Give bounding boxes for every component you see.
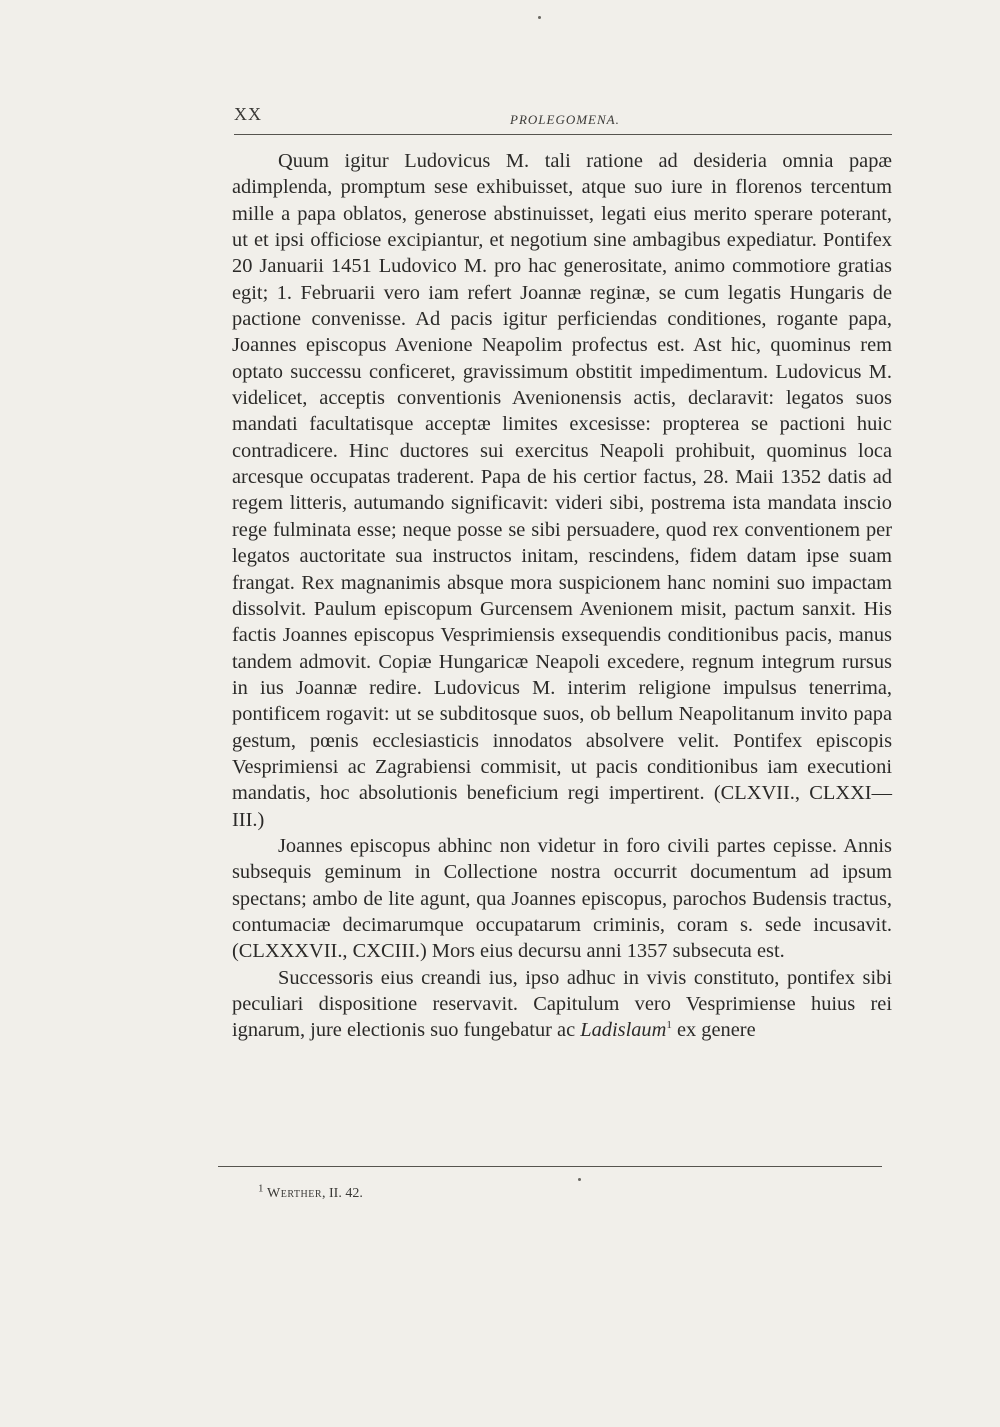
paper-speck [578,1178,581,1181]
paragraph-3 [232,965,892,1044]
footnote-reference[interactable]: 1 [666,1019,672,1032]
paragraph-1: Quum igitur Ludovicus M. tali ratione ad desideria omnia papæ adimplenda, promptum sese exhibuisset, atque suo iure in florenos tercentum mille a papa oblatos, generose abstinuisset, legati eius merito sperare poterant, ut et ipsi officiose excipiantur, et negotium sine ambagibus expediatur. Pontifex 20 Januarii 1451 Ludovico M. pro hac generositate, animo commotiore gratias egit; 1. Februarii vero iam refert Joannæ reginæ, se cum legatis Hungaris de pactione convenisse. Ad pacis igitur perficiendas conditiones, rogante papa, Joannes episcopus Avenione Neapolim profectus est. Ast hic, quominus rem optato successu conficeret, gravissimum obstitit impedimentum. Ludovicus M. videlicet, acceptis conventionis Avenionensis actis, declaravit: legatos suos mandati facultatisque acceptæ limites excesisse: propterea se pactioni huic contradicere. Hinc ductores sui exercitus Neapoli prohibuit, quominus loca arcesque occupatas traderent. Papa de his certior factus, 28. Maii 1352 datis ad regem litteris, autumando significavit: videri sibi, postrema ista mandata inscio rege fulminata esse; neque posse se sibi persuadere, quod rex conventionem per legatos auctoritate sua instructos initam, rescindens, fidem datam ipse suam frangat. Rex magnanimis absque mora suspicionem hanc nomini suo impactam dissolvit. Paulum episcopum Gurcensem Avenionem misit, pactum sanxit. His factis Joannes episcopus Vesprimiensis exsequendis conditionibus pacis, manus tandem admovit. Copiæ Hungaricæ Neapoli excedere, regnum integrum rursus in ius Joannæ redire. Ludovicus M. interim religione impulsus tenerrima, pontificem rogavit: ut se subditosque suos, ob bellum Neapolitanum invito papa gestum, pœnis ecclesiasticis innodatos absolvere velit. Pontifex episcopis Vesprimiensi ac Zagrabiensi commisit, ut pacis conditionibus iam executioni mandatis, hoc absolutionis beneficium regi impertirent. (CLXVII., CLXXI—III.) [232,150,892,831]
page-folio: XX [234,104,262,124]
header-rule [234,134,892,135]
paragraph-3-text-before: Successoris eius creandi ius, ipso adhuc in vivis constituto, pontifex sibi peculiari dispositione reservavit. Capitulum vero Vesprimiense huius rei ignarum, jure electionis suo fungebatur ac [232,966,892,1042]
paragraph-3-text-after: ex genere [671,1019,756,1042]
name-ladislaum: Ladislaum [580,1019,667,1042]
running-head [234,104,892,134]
footnote-rule [218,1166,882,1167]
footnote [258,1182,363,1202]
running-title: PROLEGOMENA. [510,112,620,127]
paper-speck [538,16,541,19]
footnote-citation: , II. 42. [322,1186,363,1201]
footnote-mark: 1 [258,1182,264,1195]
body-text [232,148,892,1044]
footnote-author: Werther [267,1186,322,1201]
paragraph-2: Joannes episcopus abhinc non videtur in foro civili partes cepisse. Annis subsequis geminum in Collectione nostra occurrit documentum ad ipsum spectans; ambo de lite agunt, qua Joannes episcopus, parochos Budensis tractus, contumaciæ decimarumque occupatarum criminis, coram s. sede incusavit. (CLXXXVII., CXCIII.) Mors eius decursu anni 1357 subsecuta est. [232,834,892,963]
